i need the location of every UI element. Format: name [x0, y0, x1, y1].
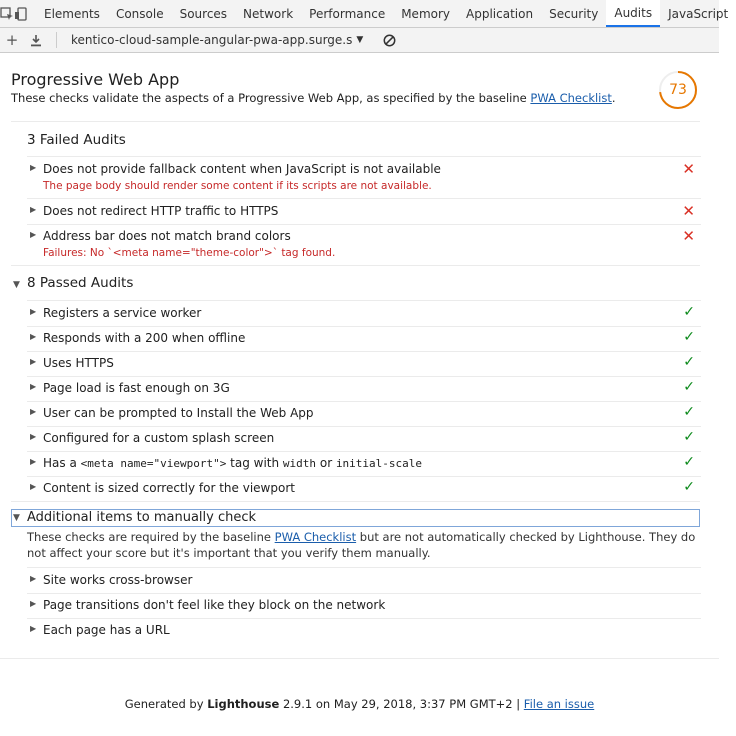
category-description-text: These checks validate the aspects of a Progressive Web App, as specified by the baseline — [11, 91, 531, 105]
manual-description-text: These checks are required by the baseline — [27, 530, 275, 544]
audit-title: Configured for a custom splash screen — [43, 431, 275, 445]
category-title: Progressive Web App — [11, 70, 180, 89]
expand-triangle-icon: ▶ — [30, 230, 37, 239]
passed-audit-viewport-meta[interactable] — [27, 452, 701, 477]
category-description — [11, 91, 616, 105]
audit-title: Content is sized correctly for the viewport — [43, 481, 295, 495]
passed-audit-splash-screen[interactable] — [27, 427, 701, 452]
expand-triangle-icon: ▶ — [30, 332, 37, 341]
collapse-triangle-icon[interactable]: ▼ — [13, 513, 20, 523]
pass-check-icon: ✓ — [683, 329, 695, 345]
tab-javascript[interactable]: JavaScript — [668, 6, 729, 21]
failed-audit-fallback-content[interactable] — [27, 158, 701, 198]
expand-triangle-icon: ▶ — [30, 482, 37, 491]
audit-title: Page transitions don't feel like they block on the network — [43, 598, 386, 612]
audit-title-code: width — [282, 457, 317, 470]
pass-check-icon: ✓ — [683, 454, 695, 470]
pass-check-icon: ✓ — [683, 304, 695, 320]
chevron-down-icon: ▼ — [356, 35, 364, 45]
category-description-end: . — [611, 91, 616, 105]
expand-triangle-icon: ▶ — [30, 599, 37, 608]
tab-audits[interactable]: Audits — [606, 0, 660, 27]
expand-triangle-icon: ▶ — [30, 163, 37, 172]
passed-audit-service-worker[interactable] — [27, 302, 701, 327]
passed-audit-content-sized[interactable] — [27, 477, 701, 502]
divider — [0, 658, 719, 659]
tab-security[interactable]: Security — [549, 6, 599, 21]
expand-triangle-icon: ▶ — [30, 205, 37, 214]
pwa-checklist-link[interactable]: PWA Checklist — [530, 91, 612, 105]
pwa-checklist-link-manual[interactable]: PWA Checklist — [274, 530, 357, 544]
manual-description-end: but are not automatically checked by Lighthouse. They do not affect your score but it's important that you verify them manually. — [27, 530, 696, 560]
tab-console[interactable]: Console — [115, 6, 164, 21]
collapse-triangle-icon[interactable]: ▼ — [13, 280, 20, 290]
tab-application[interactable]: Application — [466, 6, 534, 21]
audit-title-code: initial-scale — [335, 457, 423, 470]
expand-triangle-icon: ▶ — [30, 624, 37, 633]
devtools-tab-bar — [0, 0, 729, 28]
footer-brand: Lighthouse — [207, 697, 280, 711]
file-an-issue-link[interactable]: File an issue — [523, 697, 595, 711]
footer-prefix: Generated by — [124, 697, 208, 711]
divider — [27, 198, 701, 199]
passed-audit-install-prompt[interactable] — [27, 402, 701, 427]
audit-title: Does not redirect HTTP traffic to HTTPS — [43, 204, 279, 218]
divider — [27, 156, 701, 157]
new-audit-plus-icon[interactable]: + — [5, 31, 19, 49]
expand-triangle-icon: ▶ — [30, 357, 37, 366]
divider — [11, 121, 700, 122]
pass-check-icon: ✓ — [683, 404, 695, 420]
audit-title-part: or — [316, 456, 336, 470]
tab-network[interactable]: Network — [243, 6, 294, 21]
fail-x-icon: ✕ — [682, 202, 695, 220]
report-footer — [0, 697, 719, 711]
manual-item-page-url[interactable] — [27, 619, 701, 644]
passed-audit-uses-https[interactable] — [27, 352, 701, 377]
failed-audit-brand-colors[interactable] — [27, 225, 701, 265]
manual-item-page-transitions[interactable] — [27, 594, 701, 619]
audit-title: Registers a service worker — [43, 306, 202, 320]
expand-triangle-icon: ▶ — [30, 457, 37, 466]
audit-title-part: Has a — [43, 456, 81, 470]
audit-title-code: <meta name="viewport"> — [80, 457, 227, 470]
divider — [27, 567, 701, 568]
expand-triangle-icon: ▶ — [30, 432, 37, 441]
audit-title: User can be prompted to Install the Web App — [43, 406, 314, 420]
passed-audit-fast-3g[interactable] — [27, 377, 701, 402]
audit-title: Does not provide fallback content when JavaScript is not available — [43, 162, 441, 176]
tab-elements[interactable]: Elements — [44, 6, 100, 21]
report-url-label: kentico-cloud-sample-angular-pwa-app.surge.s — [71, 33, 353, 47]
audit-subtitle: The page body should render some content if its scripts are not available. — [43, 180, 432, 192]
expand-triangle-icon: ▶ — [30, 382, 37, 391]
tab-memory[interactable]: Memory — [401, 6, 451, 21]
audit-title: Site works cross-browser — [43, 573, 193, 587]
audit-title — [43, 456, 422, 470]
passed-audits-title[interactable]: 8 Passed Audits — [27, 275, 134, 291]
expand-triangle-icon: ▶ — [30, 574, 37, 583]
passed-audit-offline-200[interactable] — [27, 327, 701, 352]
audit-title: Each page has a URL — [43, 623, 170, 637]
expand-triangle-icon: ▶ — [30, 407, 37, 416]
manual-checks-title[interactable]: Additional items to manually check — [27, 510, 257, 525]
tab-sources[interactable]: Sources — [179, 6, 228, 21]
manual-checks-description — [27, 529, 703, 561]
pass-check-icon: ✓ — [683, 429, 695, 445]
failed-audit-https-redirect[interactable] — [27, 200, 701, 225]
audit-title: Page load is fast enough on 3G — [43, 381, 230, 395]
audit-title: Address bar does not match brand colors — [43, 229, 291, 243]
audit-title: Responds with a 200 when offline — [43, 331, 246, 345]
lighthouse-report — [0, 54, 719, 736]
clear-block-icon[interactable] — [377, 28, 401, 52]
audit-title: Uses HTTPS — [43, 356, 114, 370]
pass-check-icon: ✓ — [683, 479, 695, 495]
tab-performance[interactable]: Performance — [309, 6, 386, 21]
divider — [27, 300, 701, 301]
audits-toolbar — [0, 28, 719, 53]
pass-check-icon: ✓ — [683, 354, 695, 370]
footer-middle: 2.9.1 on May 29, 2018, 3:37 PM GMT+2 | — [279, 697, 524, 711]
divider — [11, 501, 700, 502]
divider — [11, 265, 700, 266]
fail-x-icon: ✕ — [682, 227, 695, 245]
report-url-select[interactable] — [71, 33, 363, 47]
device-toolbar-icon[interactable] — [14, 0, 28, 27]
download-report-icon[interactable] — [24, 28, 48, 52]
audit-subtitle: Failures: No `<meta name="theme-color">` tag found. — [43, 247, 336, 259]
toolbar-separator — [56, 32, 57, 48]
inspect-element-icon[interactable] — [0, 0, 14, 27]
score-value: 73 — [669, 82, 687, 98]
fail-x-icon: ✕ — [682, 160, 695, 178]
failed-audits-title[interactable]: 3 Failed Audits — [27, 132, 126, 148]
pass-check-icon: ✓ — [683, 379, 695, 395]
audit-title-part: tag with — [226, 456, 283, 470]
manual-item-cross-browser[interactable] — [27, 569, 701, 594]
expand-triangle-icon: ▶ — [30, 307, 37, 316]
